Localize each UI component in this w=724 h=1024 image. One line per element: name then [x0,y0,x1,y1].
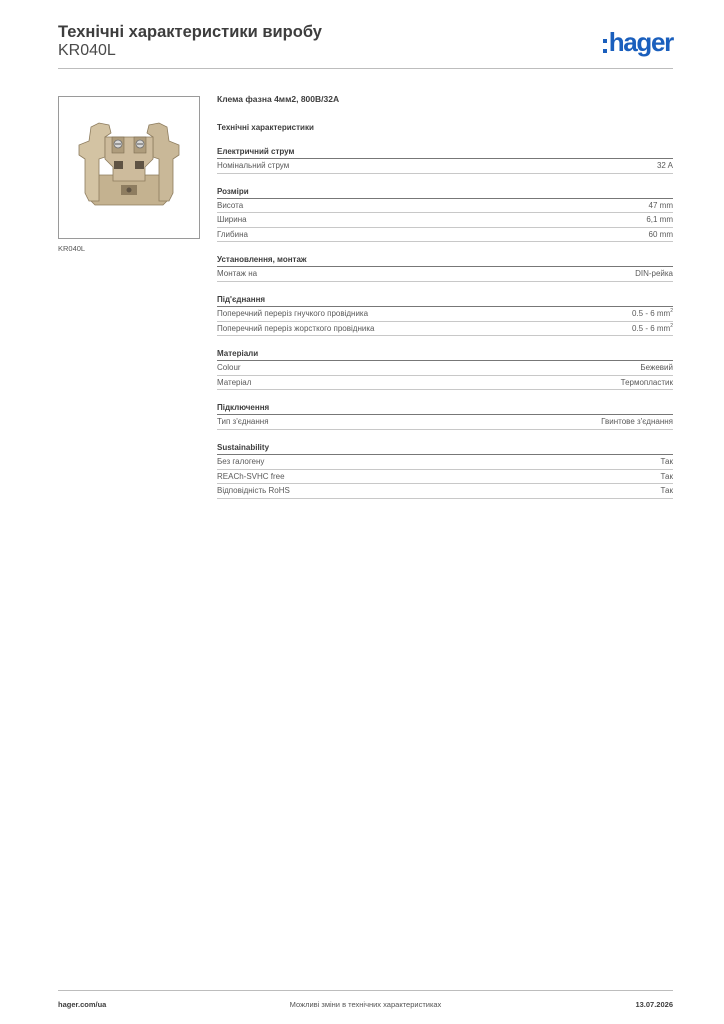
spec-group-title: Sustainability [217,441,673,455]
spec-group-title: Під'єднання [217,293,673,307]
spec-value [621,376,673,390]
spec-value-text: Так [660,486,673,496]
spec-value [601,415,673,429]
product-code: KR040L [58,42,116,59]
spec-row [217,159,673,174]
spec-label: Монтаж на [217,269,258,279]
unit-superscript: 2 [670,322,673,329]
spec-value-text: 6,1 mm [646,215,673,225]
spec-value [661,455,673,469]
spec-value-text: 0.5 - 6 mm [631,308,671,318]
spec-value [632,307,673,321]
unit-superscript: 2 [670,307,673,314]
spec-section [217,92,673,499]
spec-label: Тип з'єднання [217,417,269,427]
spec-label: Висота [217,200,244,210]
page-footer [58,990,673,1015]
footer-note: Можливі зміни в технічних характеристиках [289,1000,442,1009]
spec-value [649,199,673,213]
hager-logo [603,27,673,57]
page-title: Технічні характеристики виробу [58,23,322,41]
spec-row [217,267,673,282]
spec-label: Без галогену [217,456,265,466]
spec-value [635,267,673,281]
spec-group-title: Матеріали [217,347,673,361]
spec-groups [217,145,673,499]
spec-value [646,213,673,227]
spec-group-title: Розміри [217,185,673,199]
logo-text: hager [608,27,673,57]
logo-colon-icon [603,39,607,53]
spec-group-title: Електричний струм [217,145,673,159]
spec-label: Відповідність RoHS [217,486,290,496]
spec-row [217,199,673,214]
spec-value [661,470,673,484]
spec-row [217,213,673,228]
spec-group-title: Підключення [217,401,673,415]
spec-value-text: Гвинтове з'єднання [601,417,673,427]
spec-row [217,361,673,376]
spec-label: Поперечний переріз жорсткого провідника [217,323,375,333]
page-header [58,20,673,69]
spec-row [217,484,673,499]
spec-heading: Технічні характеристики [217,123,314,132]
spec-row [217,415,673,430]
spec-value [657,159,673,173]
spec-label: Поперечний переріз гнучкого провідника [217,308,369,318]
spec-group-title: Установлення, монтаж [217,253,673,267]
product-image [58,96,200,239]
spec-row [217,455,673,470]
spec-label: Матеріал [217,377,252,387]
spec-row [217,307,673,322]
footer-website[interactable]: hager.com/ua [58,1000,107,1009]
spec-value-text: DIN-рейка [635,269,673,279]
spec-value-text: Так [660,471,673,481]
spec-value-text: 47 mm [648,200,673,210]
image-caption: KR040L [58,244,86,253]
spec-row [217,376,673,391]
spec-value [649,228,673,242]
spec-value [661,484,673,498]
spec-label: Глибина [217,229,248,239]
spec-value-text: 0.5 - 6 mm [631,323,671,333]
spec-label: REACh-SVHC free [217,471,285,481]
spec-value [632,322,673,336]
spec-label: Номінальний струм [217,161,290,170]
spec-row [217,228,673,243]
terminal-block-icon [59,97,199,238]
spec-label: Colour [217,363,241,373]
spec-value-text: Бежевий [640,363,673,373]
spec-label: Ширина [217,215,247,225]
product-description: Клема фазна 4мм2, 800В/32А [217,94,340,104]
spec-row [217,322,673,337]
spec-value-text: Так [660,456,673,466]
spec-value-text: 60 mm [648,229,673,239]
spec-value-text: Термопластик [620,377,673,387]
spec-value-text: 32 A [656,161,673,170]
spec-row [217,470,673,485]
spec-value [640,361,673,375]
footer-date: 13.07.2026 [635,1000,673,1009]
